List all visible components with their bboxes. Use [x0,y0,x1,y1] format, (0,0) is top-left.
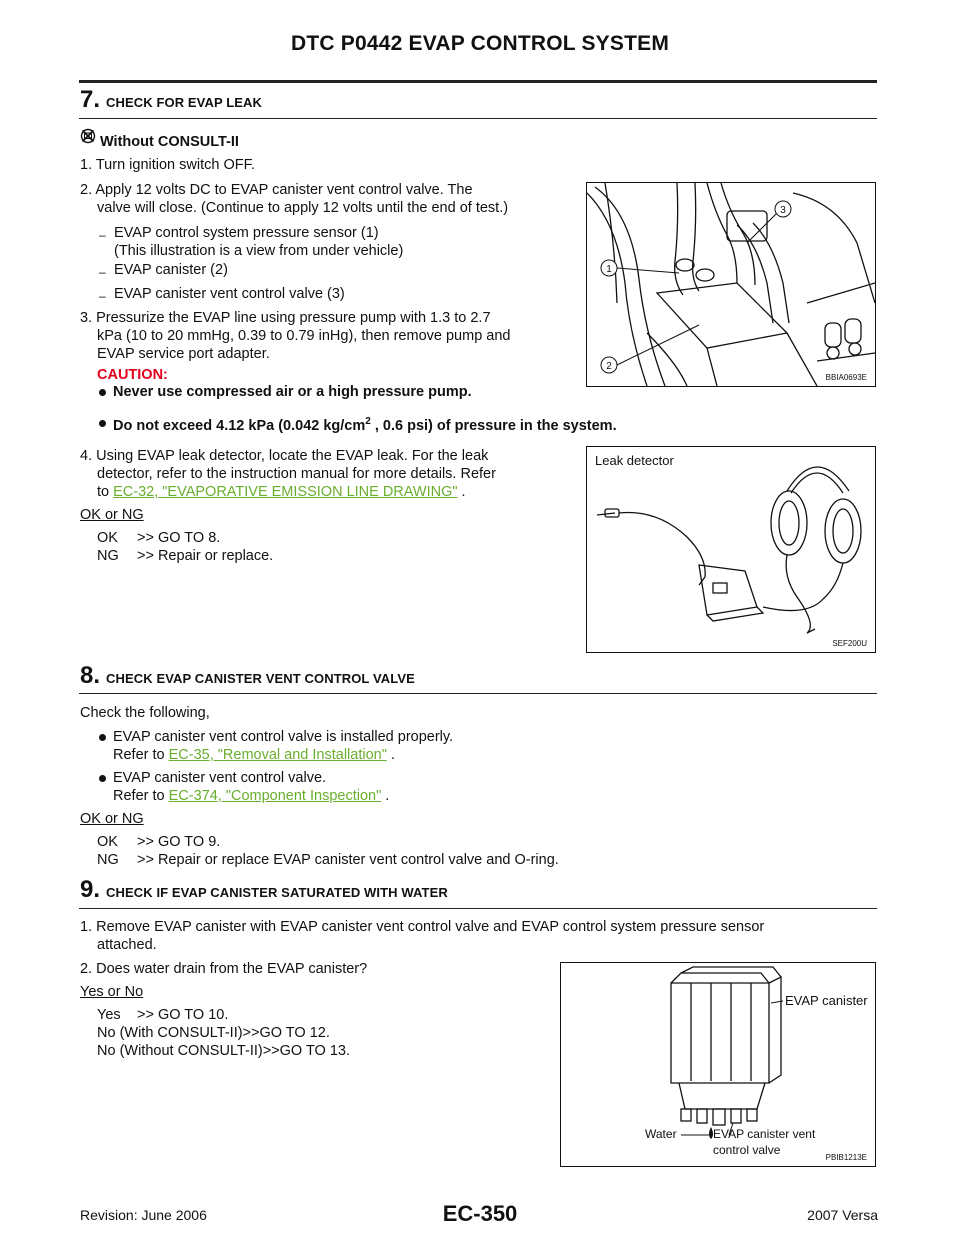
callout-1: 1 [606,264,612,275]
yes-or-no-label: Yes or No [80,984,144,1000]
dash-mark: – [99,289,106,303]
callout-2: 2 [606,361,612,372]
removal-installation-link[interactable]: EC-35, "Removal and Installation" [168,747,387,763]
caution-2: Do not exceed 4.12 kPa (0.042 $kg/cm^2$ , 0.6 psi) of pressure in the system. [113,416,617,434]
no-result-1: No (With CONSULT-II)>>GO TO 12. [97,1025,330,1041]
instruction-3: 3. Pressurize the EVAP line using pressure pump with 1.3 to 2.7 [80,310,491,326]
ng-result: >> Repair or replace. [137,548,274,564]
ng-result: >> Repair or replace EVAP canister vent control valve and O-ring. [137,852,559,868]
bullet-icon [99,420,106,427]
revision-date: Revision: June 2006 [80,1207,207,1223]
mode-label: Without CONSULT-II [100,134,239,150]
figure-code: SEF200U [832,639,867,648]
figure-code: BBIA0693E [825,373,867,382]
check-item-2-ref: Refer to EC-374, "Component Inspection" . [113,788,390,804]
caution-label: CAUTION: [97,367,168,383]
caution-1: Never use compressed air or a high pressure pump. [113,384,472,400]
step-number: 8. [80,662,101,689]
instruction-4-cont: detector, refer to the instruction manual for more details. Refer [97,466,496,482]
ok-or-ng-label: OK or NG [80,507,144,523]
leak-detector-illustration [587,447,875,652]
check-item-1: EVAP canister vent control valve is installed properly. [113,729,454,745]
bullet-icon [99,775,106,782]
ng-label: NG [97,548,119,564]
evap-components-figure [586,182,876,387]
component-inspection-link[interactable]: EC-374, "Component Inspection" [168,788,382,804]
ok-result: >> GO TO 8. [137,530,221,546]
leak-detector-figure [586,446,876,653]
instruction-1: 1. Turn ignition switch OFF. [80,157,255,173]
callout-3: 3 [780,205,786,216]
step-8-heading [80,662,415,690]
no-consult-icon [80,128,96,144]
vent-valve-label-2: control valve [713,1143,781,1157]
instruction-1-cont: attached. [97,937,157,953]
ok-label: OK [97,834,118,850]
yes-result: >> GO TO 10. [137,1007,229,1023]
check-item-1-ref: Refer to EC-35, "Removal and Installation" . [113,747,395,763]
instruction-2-cont: valve will close. (Continue to apply 12 volts until the end of test.) [97,200,509,216]
step-rule [79,693,877,694]
dash-mark: – [99,265,106,279]
ok-or-ng-label: OK or NG [80,811,144,827]
evap-line-drawing-link[interactable]: EC-32, "EVAPORATIVE EMISSION LINE DRAWING" [113,484,458,500]
figure-code: PBIB1213E [825,1153,867,1162]
instruction-4-ref: to EC-32, "EVAPORATIVE EMISSION LINE DRAWING" . [97,484,466,500]
instruction-2: 2. Apply 12 volts DC to EVAP canister vent control valve. The [80,182,473,198]
step-number: 9. [80,876,101,903]
step-rule [79,118,877,119]
page-title: DTC P0442 EVAP CONTROL SYSTEM [290,32,670,55]
step-7-heading [80,86,262,114]
ok-result: >> GO TO 9. [137,834,221,850]
canister-label: EVAP canister [785,993,868,1008]
vent-valve-label-1: EVAP canister vent [713,1127,816,1141]
header-rule [79,80,877,83]
component-1: EVAP control system pressure sensor (1) [114,225,379,241]
water-label: Water [645,1127,677,1141]
step-title: CHECK FOR EVAP LEAK [106,95,263,110]
dash-mark: – [99,228,106,242]
check-item-2: EVAP canister vent control valve. [113,770,327,786]
instruction-3-cont2: EVAP service port adapter. [97,346,270,362]
yes-label: Yes [97,1007,121,1023]
page-number: EC-350 [442,1201,518,1226]
instruction-1: 1. Remove EVAP canister with EVAP canister vent control valve and EVAP control system pressure sensor [80,919,765,935]
evap-canister-figure [560,962,876,1167]
step-rule [79,908,877,909]
no-result-2: No (Without CONSULT-II)>>GO TO 13. [97,1043,351,1059]
step-title: CHECK EVAP CANISTER VENT CONTROL VALVE [106,671,415,686]
instruction-4: 4. Using EVAP leak detector, locate the EVAP leak. For the leak [80,448,489,464]
component-2: EVAP canister (2) [114,262,228,278]
instruction-2: 2. Does water drain from the EVAP canister? [80,961,368,977]
instruction-3-cont: kPa (10 to 20 mmHg, 0.39 to 0.79 inHg), then remove pump and [97,328,511,344]
ok-label: OK [97,530,118,546]
evap-components-illustration [587,183,875,386]
model-year: 2007 Versa [807,1207,878,1223]
bullet-icon [99,734,106,741]
component-3: EVAP canister vent control valve (3) [114,286,345,302]
step-number: 7. [80,86,101,113]
step-9-heading [80,876,448,904]
component-1-note: (This illustration is a view from under vehicle) [114,243,404,259]
ng-label: NG [97,852,119,868]
step-title: CHECK IF EVAP CANISTER SATURATED WITH WATER [106,885,448,900]
bullet-icon [99,389,106,396]
leak-detector-label: Leak detector [595,453,674,468]
check-intro: Check the following, [80,705,210,721]
